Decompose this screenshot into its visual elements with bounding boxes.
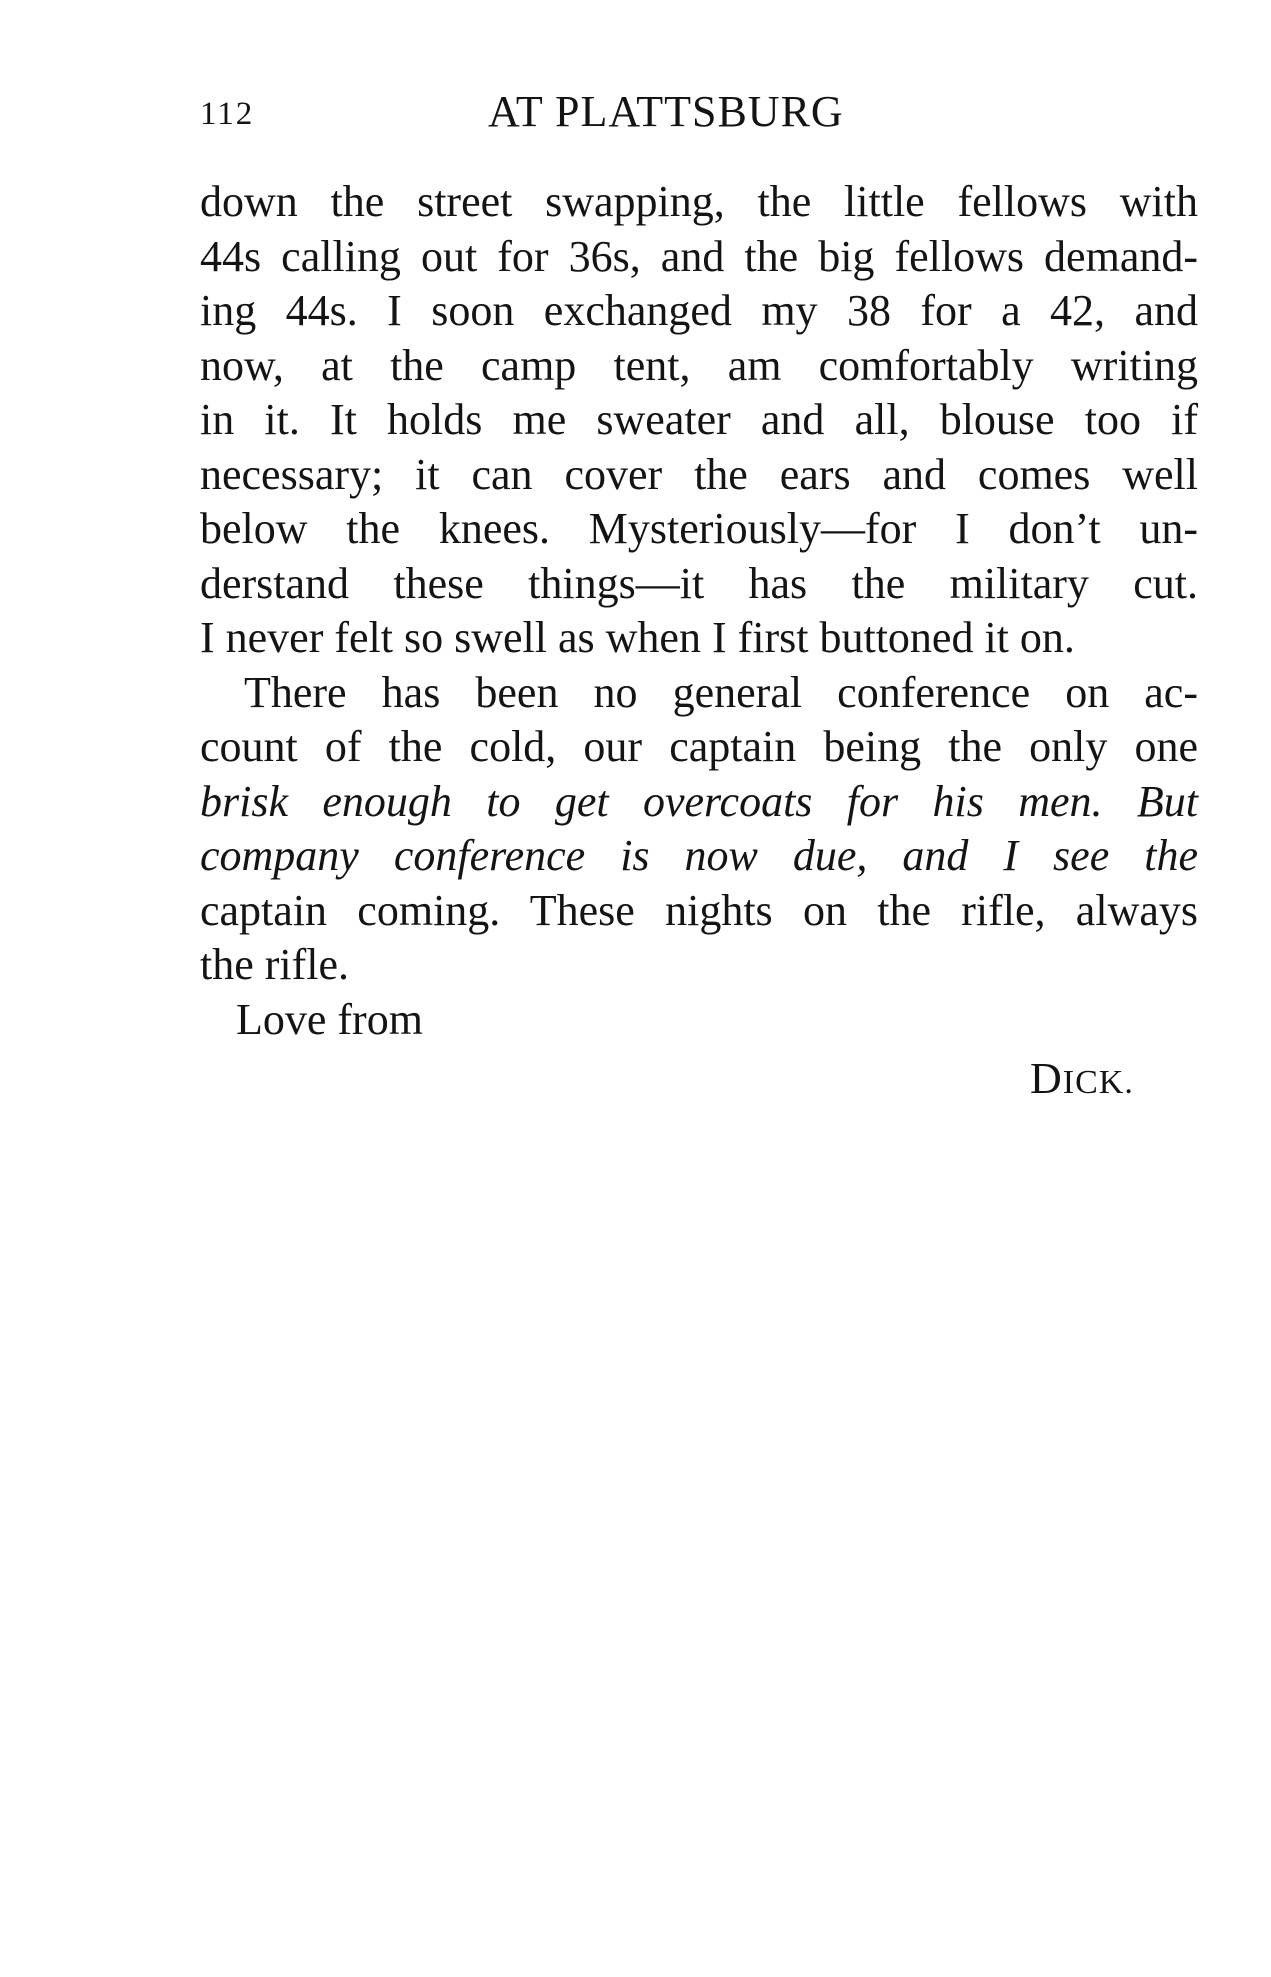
text-line: count of the cold, our captain being the only one — [200, 722, 1198, 771]
text-line: the rifle. — [200, 940, 350, 989]
running-head — [200, 86, 1200, 146]
signature-initial: D — [1030, 1054, 1063, 1103]
text-line: company conference is now due, and I see the — [200, 831, 1198, 880]
running-title: AT PLATTSBURG — [488, 87, 844, 136]
text-line: captain coming. These nights on the rifle, always — [200, 885, 1198, 935]
text-line: necessary; it can cover the ears and comes well — [200, 449, 1198, 499]
signature — [1030, 1052, 1134, 1110]
body-text — [200, 175, 1198, 1047]
text-line: 44s calling out for 36s, and the big fellows demand- — [200, 231, 1198, 281]
text-line: in it. It holds me sweater and all, blouse too if — [200, 395, 1198, 444]
page-number: 112 — [200, 96, 255, 132]
text-line: ing 44s. I soon exchanged my 38 for a 42, and — [200, 286, 1198, 335]
text-line: derstand these things—it has the military cut. — [200, 558, 1198, 608]
signature-small-caps: ICK. — [1062, 1064, 1134, 1101]
text-line: There has been no general conference on ac- — [244, 667, 1198, 717]
paragraph-2 — [200, 666, 1198, 993]
text-line: brisk enough to get overcoats for his men. But — [200, 776, 1198, 826]
text-line: now, at the camp tent, am comfortably writing — [200, 340, 1198, 390]
text-line: I never felt so swell as when I first buttoned it on. — [200, 613, 1075, 662]
paragraph-1 — [200, 175, 1198, 666]
closing-line: Love from — [236, 994, 423, 1044]
text-line: below the knees. Mysteriously—for I don’t un- — [200, 504, 1198, 553]
text-line: down the street swapping, the little fellows with — [200, 177, 1198, 226]
